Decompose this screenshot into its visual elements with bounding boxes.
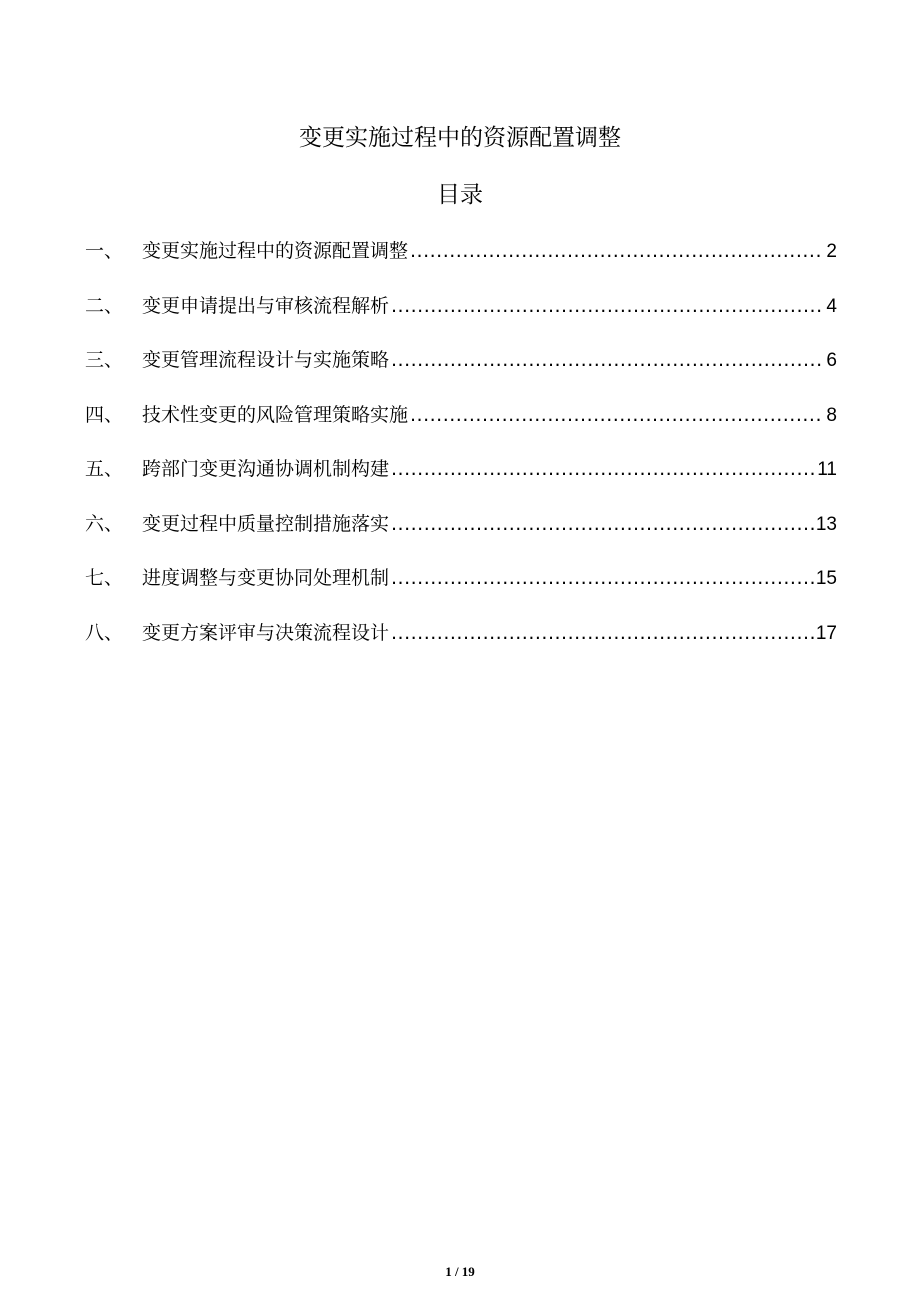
toc-entry[interactable] <box>85 560 837 615</box>
table-of-contents <box>85 233 837 669</box>
toc-dot-leader <box>391 560 814 596</box>
toc-entry-number: 二、 <box>85 294 124 317</box>
toc-entry-page: 13 <box>815 513 837 535</box>
toc-entry-page: 6 <box>826 350 837 371</box>
toc-entry-number: 六、 <box>85 512 124 535</box>
toc-entry[interactable] <box>85 506 837 561</box>
toc-entry-page: 15 <box>815 568 837 589</box>
toc-dot-leader <box>391 342 824 378</box>
toc-entry-text: 变更管理流程设计与实施策略 <box>142 349 390 371</box>
toc-entry[interactable] <box>85 233 837 288</box>
page-number-footer: 1 / 19 <box>445 1264 475 1279</box>
toc-entry[interactable] <box>85 615 837 670</box>
toc-entry-text: 技术性变更的风险管理策略实施 <box>142 403 409 426</box>
toc-entry-text: 变更方案评审与决策流程设计 <box>142 621 390 644</box>
toc-entry-number: 五、 <box>85 458 124 480</box>
toc-entry-text: 跨部门变更沟通协调机制构建 <box>142 458 390 480</box>
toc-dot-leader <box>391 288 824 324</box>
toc-entry-page: 11 <box>817 459 837 480</box>
toc-entry-text: 变更实施过程中的资源配置调整 <box>142 240 409 262</box>
toc-dot-leader <box>391 615 814 651</box>
toc-entry-number: 八、 <box>85 621 124 644</box>
toc-entry[interactable] <box>85 397 837 452</box>
toc-entry-number: 七、 <box>85 567 124 589</box>
toc-dot-leader <box>410 233 824 269</box>
toc-entry-number: 一、 <box>85 240 124 262</box>
toc-entry-page: 4 <box>826 295 837 317</box>
toc-entry[interactable] <box>85 288 837 343</box>
toc-entry[interactable] <box>85 342 837 397</box>
toc-entry-number: 四、 <box>85 403 124 426</box>
toc-entry-page: 17 <box>815 622 837 644</box>
toc-dot-leader <box>391 451 815 487</box>
toc-dot-leader <box>391 506 814 542</box>
toc-entry-text: 变更过程中质量控制措施落实 <box>142 512 390 535</box>
toc-heading: 目录 <box>437 182 483 208</box>
toc-entry-text: 变更申请提出与审核流程解析 <box>142 294 390 317</box>
toc-entry-text: 进度调整与变更协同处理机制 <box>142 567 390 589</box>
toc-entry-number: 三、 <box>85 349 124 371</box>
document-title: 变更实施过程中的资源配置调整 <box>299 125 621 151</box>
toc-entry-page: 8 <box>826 404 837 426</box>
toc-dot-leader <box>410 397 824 433</box>
toc-entry-page: 2 <box>826 241 837 262</box>
toc-entry[interactable] <box>85 451 837 506</box>
